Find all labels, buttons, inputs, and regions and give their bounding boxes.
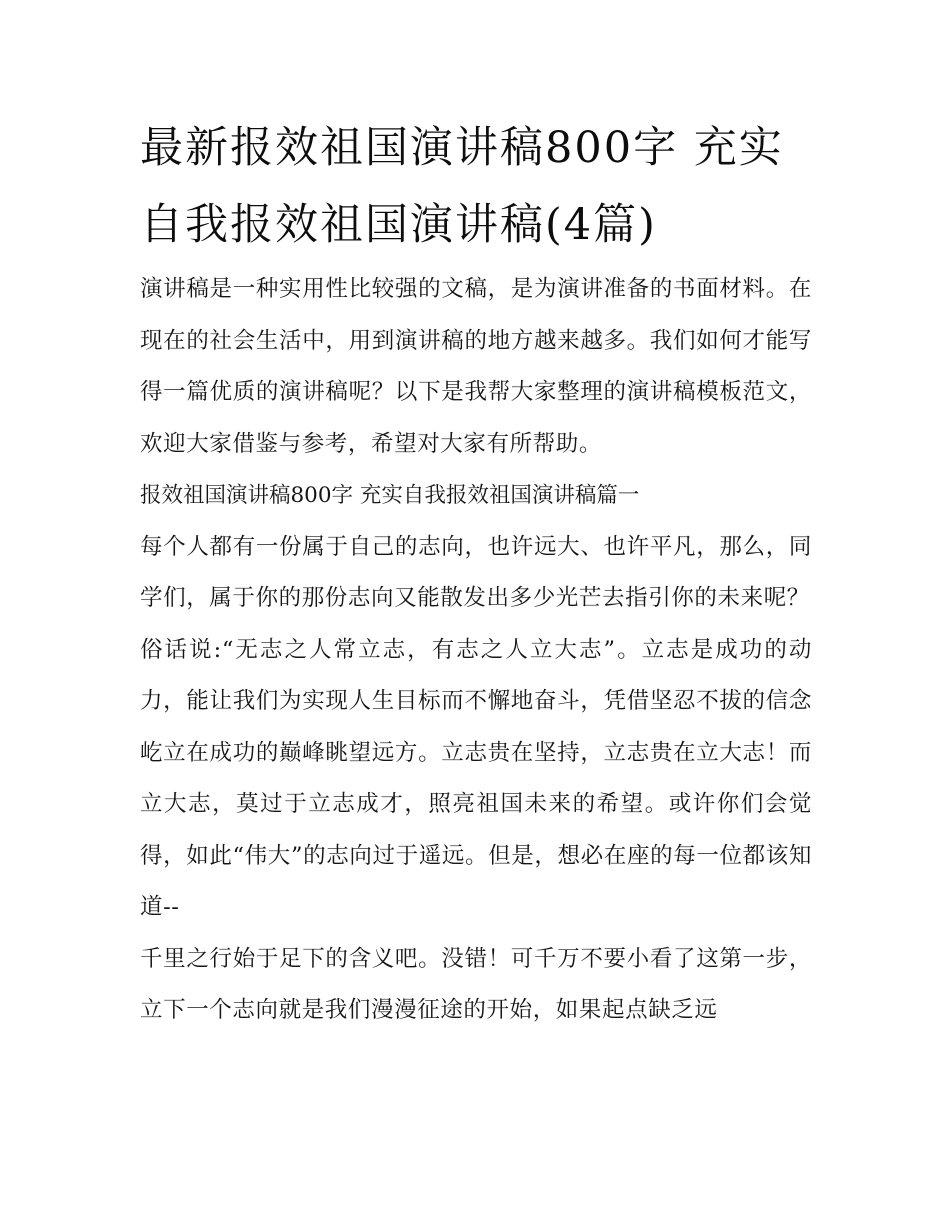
body-paragraph-1: 每个人都有一份属于自己的志向，也许远大、也许平凡，那么，同学们，属于你的那份志向又能散发出多少光芒去指引你的未来呢？ [140, 533, 812, 611]
section-heading: 报效祖国演讲稿800字 充实自我报效祖国演讲稿篇一 [140, 483, 640, 508]
body-paragraph-2: 俗话说:“无志之人常立志，有志之人立大志”。立志是成功的动力，能让我们为实现人生目标而不懈地奋斗，凭借坚忍不拔的信念屹立在成功的巅峰眺望远方。立志贵在坚持，立志贵在立大志！而立大志，莫过于立志成才，照亮祖国未来的希望。或许你们会觉得，如此“伟大”的志向过于遥远。但是，想必在座的每一位都该知道-- [140, 636, 812, 920]
intro-paragraph: 演讲稿是一种实用性比较强的文稿，是为演讲准备的书面材料。在现在的社会生活中，用到演讲稿的地方越来越多。我们如何才能写得一篇优质的演讲稿呢？以下是我帮大家整理的演讲稿模板范文，欢迎大家借鉴与参考，希望对大家有所帮助。 [140, 276, 812, 457]
document-title: 最新报效祖国演讲稿800字 充实自我报效祖国演讲稿(4篇) [140, 123, 784, 250]
body-paragraph-3: 千里之行始于足下的含义吧。没错！可千万不要小看了这第一步，立下一个志向就是我们漫漫征途的开始，如果起点缺乏远 [140, 945, 812, 1023]
document-page [140, 110, 812, 1037]
